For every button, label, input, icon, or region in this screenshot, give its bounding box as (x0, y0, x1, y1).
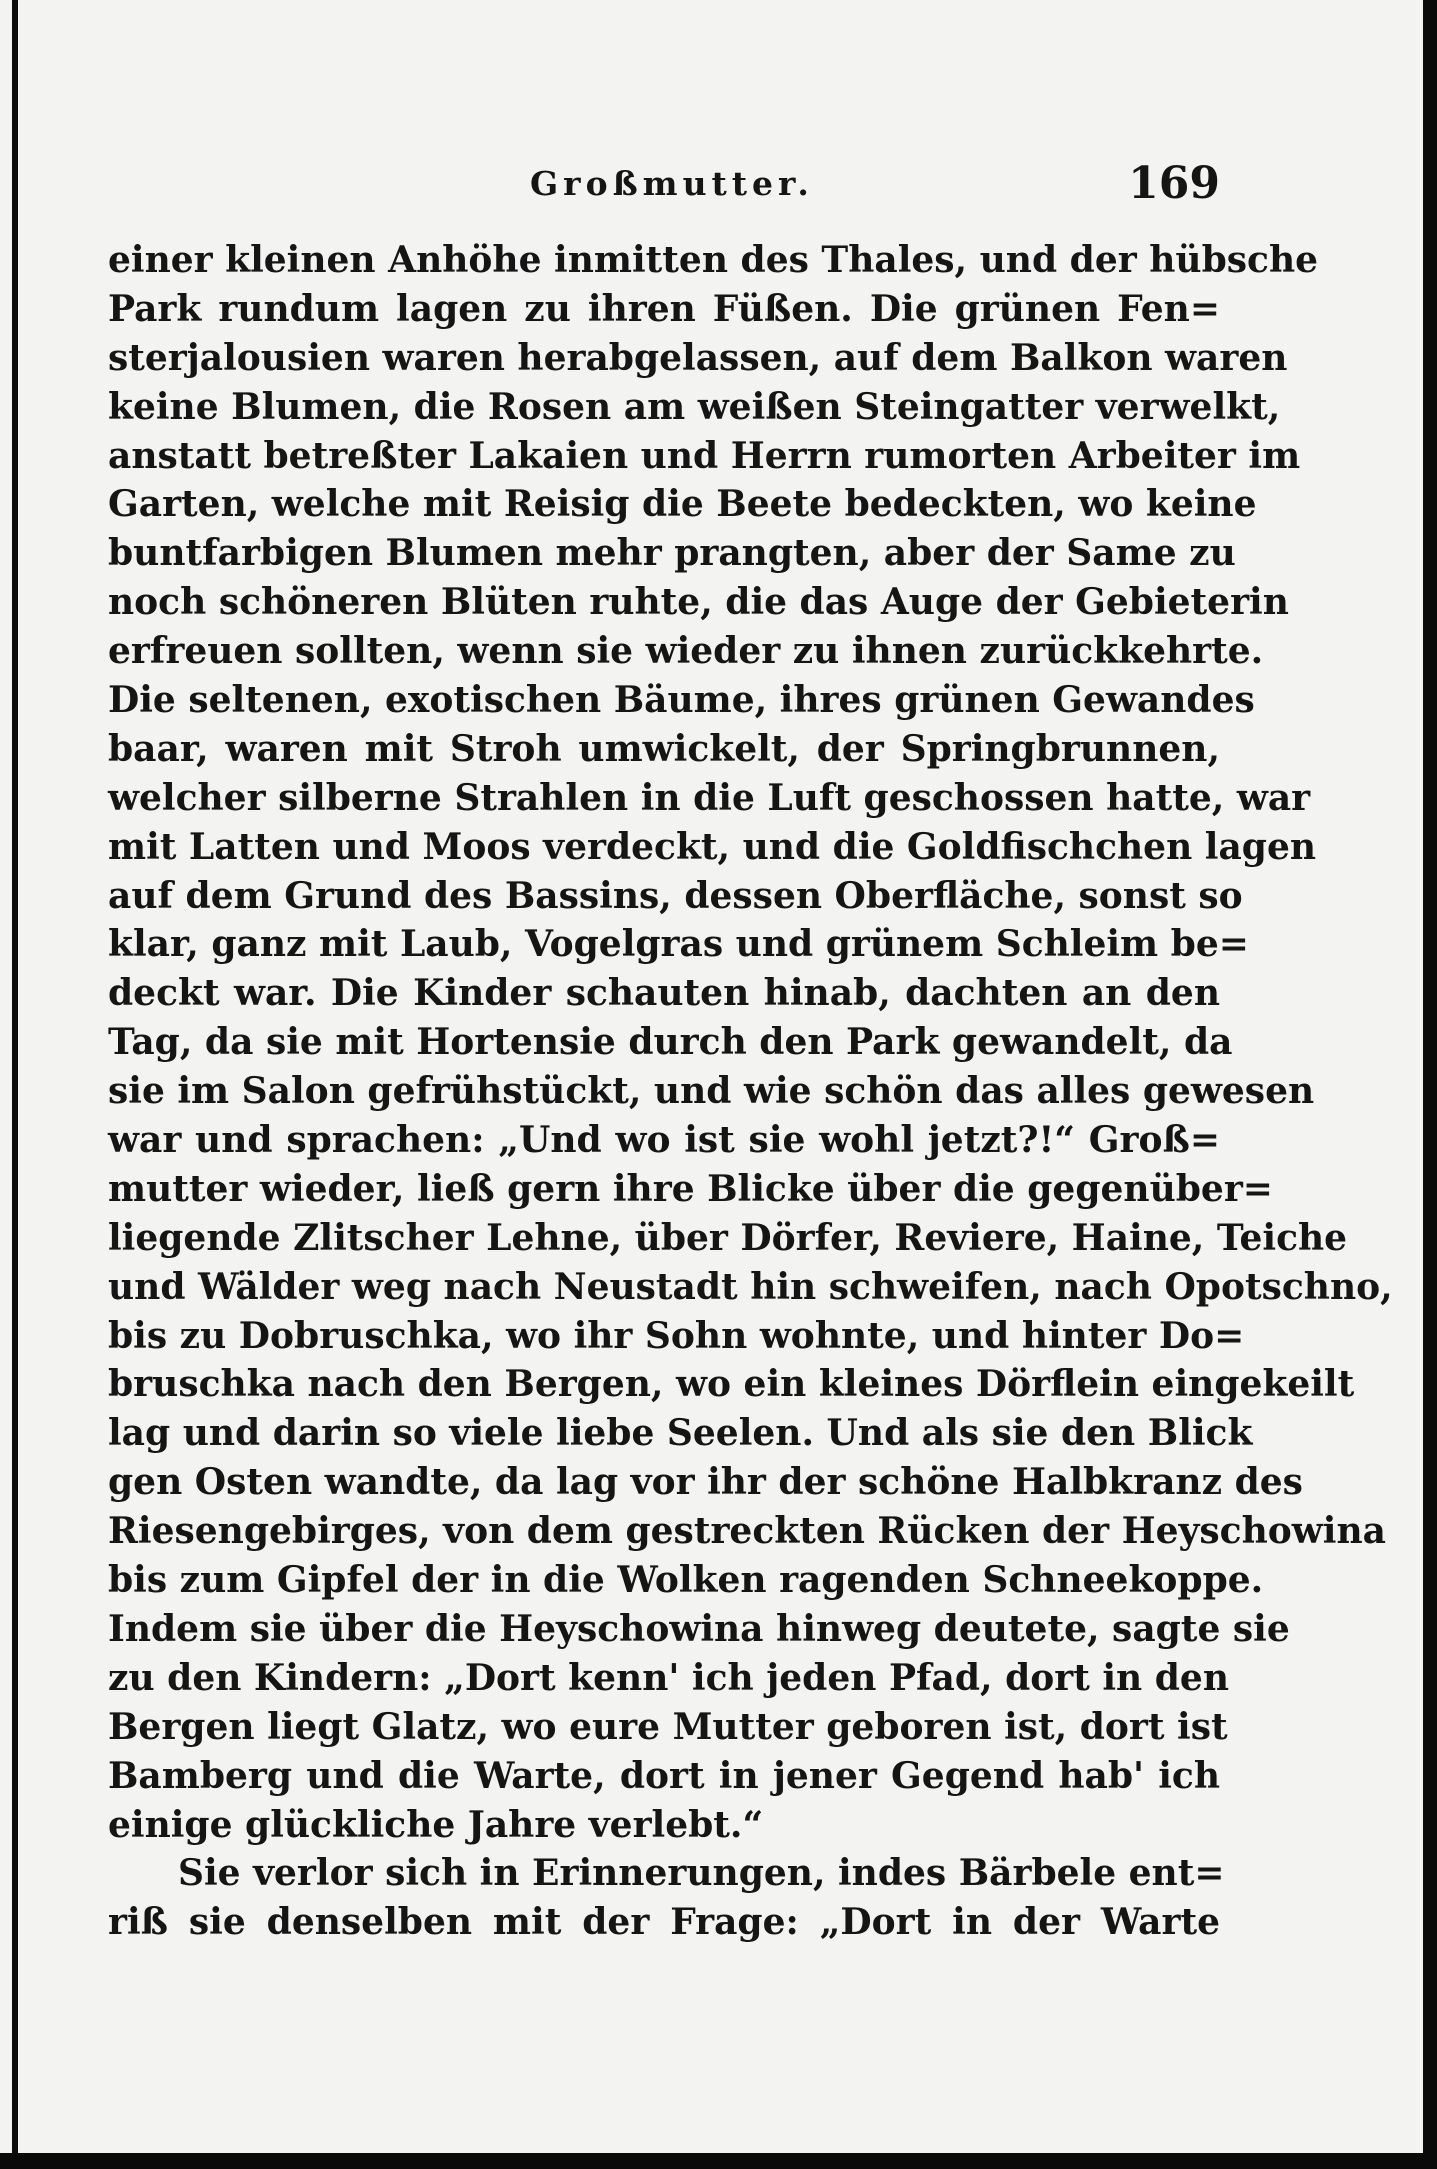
text-line: buntfarbigen Blumen mehr prangten, aber der Same zu (108, 532, 1236, 575)
text-line: klar, ganz mit Laub, Vogelgras und grünem Schleim be= (108, 923, 1249, 966)
text-line: sterjalousien waren herabgelassen, auf dem Balkon waren (108, 336, 1288, 379)
text-line: Die seltenen, exotischen Bäume, ihres grünen Gewandes (108, 679, 1255, 722)
text-line: liegende Zlitscher Lehne, über Dörfer, Reviere, Haine, Teiche (108, 1216, 1348, 1259)
text-line: mutter wieder, ließ gern ihre Blicke über die gegenüber= (108, 1167, 1273, 1210)
text-line: Garten, welche mit Reisig die Beete bedeckten, wo keine (108, 483, 1257, 526)
text-line: zu den Kindern: „Dort kenn' ich jeden Pfad, dort in den (108, 1656, 1230, 1699)
text-line: war und sprachen: „Und wo ist sie wohl jetzt?!“ Groß= (108, 1119, 1220, 1162)
right-page-edge (1423, 0, 1437, 2169)
text-line: bis zum Gipfel der in die Wolken ragenden Schneekoppe. (108, 1559, 1264, 1602)
page-number: 169 (1128, 158, 1220, 209)
text-line: welcher silberne Strahlen in die Luft geschossen hatte, war (108, 776, 1311, 819)
text-line: Park rundum lagen zu ihren Füßen. Die grünen Fen= (108, 287, 1220, 330)
text-line: einer kleinen Anhöhe inmitten des Thales, und der hübsche (108, 239, 1319, 281)
text-line: keine Blumen, die Rosen am weißen Steingatter verwelkt, (108, 385, 1281, 428)
text-line: sie im Salon gefrühstückt, und wie schön das alles gewesen (108, 1070, 1315, 1113)
running-title: Großmutter. (530, 164, 814, 203)
bottom-page-edge (0, 2153, 1437, 2169)
text-line: baar, waren mit Stroh umwickelt, der Springbrunnen, (108, 727, 1220, 770)
text-line: Bergen liegt Glatz, wo eure Mutter geboren ist, dort ist (108, 1705, 1228, 1748)
text-line: bruschka nach den Bergen, wo ein kleines Dörflein eingekeilt (108, 1363, 1355, 1406)
page-header (108, 158, 1220, 218)
text-line: Tag, da sie mit Hortensie durch den Park gewandelt, da (108, 1021, 1233, 1064)
text-line: Bamberg und die Warte, dort in jener Gegend hab' ich (108, 1754, 1220, 1797)
text-line: anstatt betreßter Lakaien und Herrn rumorten Arbeiter im (108, 434, 1301, 477)
left-page-edge (0, 0, 18, 2169)
text-line: riß sie denselben mit der Frage: „Dort in der Warte (108, 1901, 1220, 1944)
text-line: erfreuen sollten, wenn sie wieder zu ihnen zurückkehrte. (108, 630, 1264, 673)
text-line: Indem sie über die Heyschowina hinweg deutete, sagte sie (108, 1607, 1290, 1650)
text-line: und Wälder weg nach Neustadt hin schweifen, nach Opotschno, (108, 1265, 1393, 1308)
text-line: mit Latten und Moos verdeckt, und die Goldfischchen lagen (108, 825, 1317, 868)
text-line-paragraph-end: einige glückliche Jahre verlebt.“ (108, 1803, 764, 1846)
text-line: noch schöneren Blüten ruhte, die das Auge der Gebieterin (108, 581, 1289, 624)
text-line: auf dem Grund des Bassins, dessen Oberfläche, sonst so (108, 874, 1243, 917)
text-line: gen Osten wandte, da lag vor ihr der schöne Halbkranz des (108, 1461, 1303, 1504)
text-line: deckt war. Die Kinder schauten hinab, dachten an den (108, 972, 1220, 1015)
text-line-paragraph-start: Sie verlor sich in Erinnerungen, indes Bärbele ent= (178, 1852, 1225, 1895)
text-line: lag und darin so viele liebe Seelen. Und als sie den Blick (108, 1412, 1253, 1455)
text-line: Riesengebirges, von dem gestreckten Rücken der Heyschowina (108, 1510, 1386, 1553)
body-text (108, 236, 1393, 1947)
text-line: bis zu Dobruschka, wo ihr Sohn wohnte, und hinter Do= (108, 1314, 1245, 1357)
